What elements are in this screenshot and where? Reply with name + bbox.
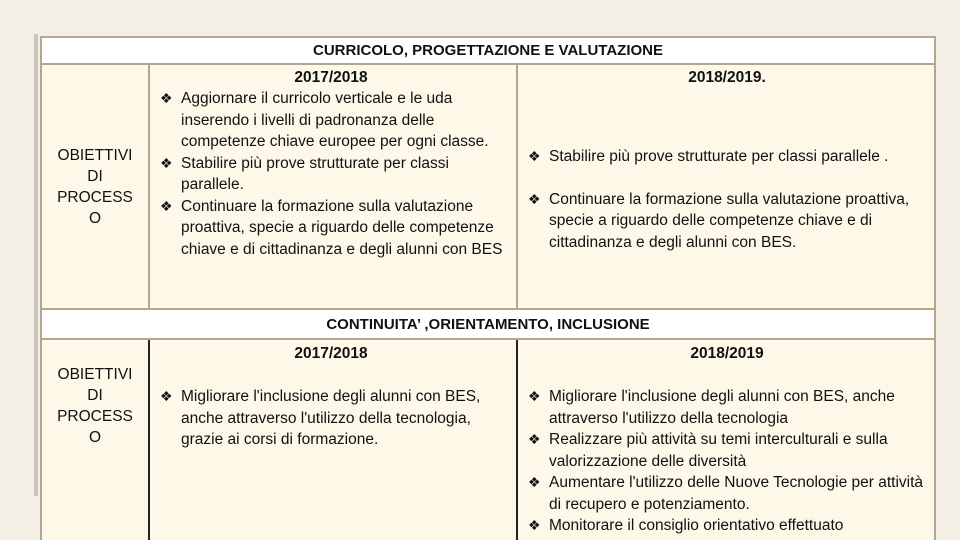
list-item-text: Continuare la formazione sulla valutazione proattiva, specie a riguardo delle competenze chiave e di cittadinanza e degli alunni con BES. xyxy=(549,190,910,251)
diamond-bullet-icon: ❖ xyxy=(528,148,541,164)
list-item xyxy=(154,88,508,153)
section1-col-2018 xyxy=(518,65,934,308)
list-item-text: Migliorare l'inclusione degli alunni con BES, anche attraverso l'utilizzo della tecnologia, grazie ai corsi di formazione. xyxy=(181,388,481,448)
diamond-bullet-icon: ❖ xyxy=(160,154,173,171)
diamond-bullet-icon: ❖ xyxy=(160,90,173,106)
diamond-bullet-icon: ❖ xyxy=(528,388,541,404)
column-divider xyxy=(516,340,518,540)
list-item xyxy=(522,189,932,254)
section1-row-label-text: OBIETTIVI DI PROCESS O xyxy=(57,146,133,227)
section2-col1-year: 2017/2018 xyxy=(294,345,368,362)
section2-title xyxy=(42,310,934,338)
list-item xyxy=(522,515,932,537)
list-item xyxy=(522,146,932,168)
section2-col2-list xyxy=(522,386,932,537)
section2-col2-year: 2018/2019 xyxy=(690,345,764,362)
section2-title-text: CONTINUITA’ ,ORIENTAMENTO, INCLUSIONE xyxy=(326,315,650,333)
column-divider xyxy=(148,340,150,540)
section2-col-2017 xyxy=(150,340,516,540)
slide-edge xyxy=(34,34,38,496)
section1-col1-year: 2017/2018 xyxy=(294,69,368,86)
list-item xyxy=(154,386,508,451)
diamond-bullet-icon: ❖ xyxy=(528,517,541,533)
list-item-text: Stabilire più prove strutturate per classi parallele . xyxy=(549,148,889,165)
section1-title-text: CURRICOLO, PROGETTAZIONE E VALUTAZIONE xyxy=(313,42,663,59)
diamond-bullet-icon: ❖ xyxy=(528,474,541,490)
diamond-bullet-icon: ❖ xyxy=(160,388,173,404)
list-item xyxy=(522,472,932,515)
list-item xyxy=(154,153,508,196)
diamond-bullet-icon: ❖ xyxy=(528,190,541,207)
list-item-text: Aggiornare il curricolo verticale e le uda inserendo i livelli di padronanza delle competenze chiave europee per ogni classe. xyxy=(181,90,489,150)
section1-col2-list xyxy=(522,146,932,253)
list-item-text: Realizzare più attività su temi interculturali e sulla valorizzazione delle diversità xyxy=(549,431,888,470)
section1-col1-list xyxy=(154,88,508,260)
list-item-text: Continuare la formazione sulla valutazione proattiva, specie a riguardo delle competenze chiave e di cittadinanza e degli alunni con BES xyxy=(181,197,503,258)
list-item-text: Monitorare il consiglio orientativo effettuato xyxy=(549,517,844,534)
section2-row-label-text: OBIETTIVI DI PROCESS O xyxy=(57,366,133,446)
list-item-text: Migliorare l'inclusione degli alunni con BES, anche attraverso l'utilizzo della tecnologia xyxy=(549,388,895,427)
diamond-bullet-icon: ❖ xyxy=(528,431,541,447)
list-item-text: Stabilire più prove strutturate per classi parallele. xyxy=(181,154,449,193)
section2-col1-list xyxy=(154,386,508,451)
list-item-text: Aumentare l'utilizzo delle Nuove Tecnologie per attività di recupero e potenziamento. xyxy=(549,474,924,513)
list-item xyxy=(522,429,932,472)
section1-row-label xyxy=(42,65,148,308)
section2-row-label xyxy=(42,340,148,540)
list-item xyxy=(154,196,508,261)
list-item xyxy=(522,386,932,429)
section1-col-2017 xyxy=(150,65,516,308)
diamond-bullet-icon: ❖ xyxy=(160,197,173,214)
section1-col2-year: 2018/2019. xyxy=(688,69,766,86)
section2-col-2018 xyxy=(518,340,934,540)
section1-title xyxy=(42,38,934,63)
objectives-table xyxy=(40,36,936,540)
